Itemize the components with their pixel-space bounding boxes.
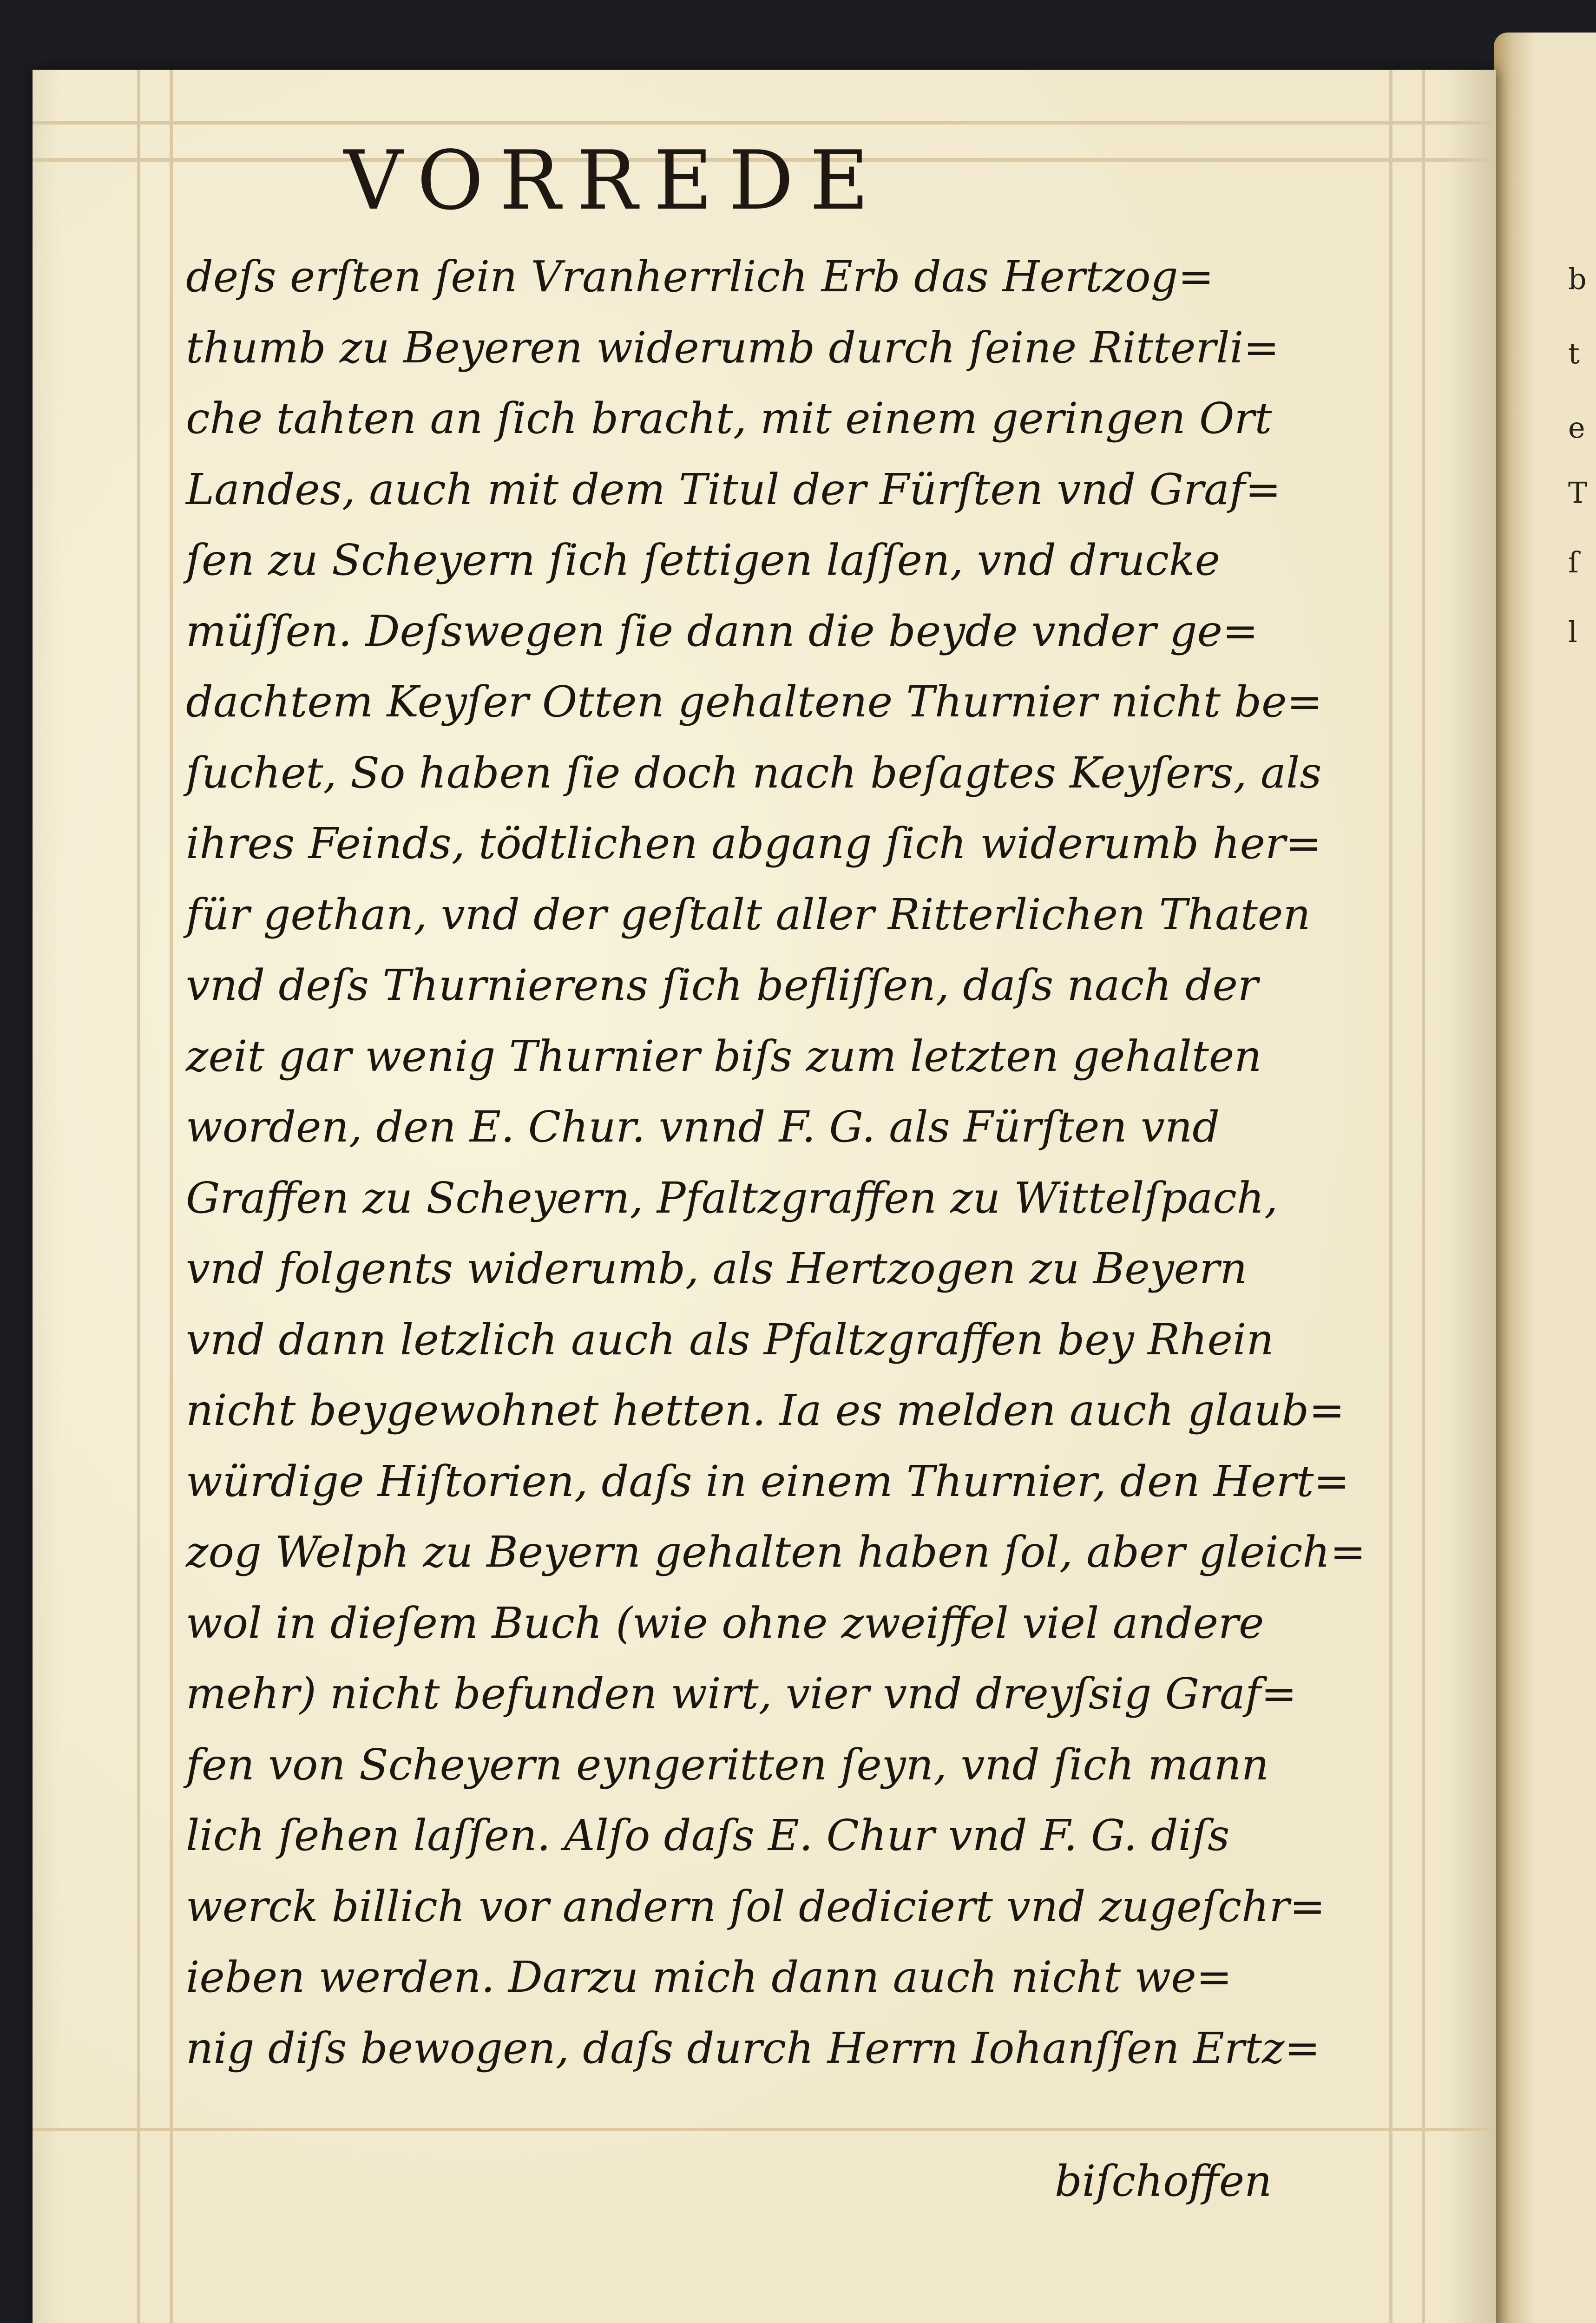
facing-page-edge [1494, 33, 1596, 2323]
text-line: wol in dieſem Buch (wie ohne zweiffel viel andere [186, 1598, 1264, 1648]
text-line: nig diſs bewogen, daſs durch Herrn Iohanſſen Ertz= [186, 2023, 1320, 2073]
facing-page-fragment: ſ [1568, 545, 1579, 579]
text-line: che tahten an ſich bracht, mit einem geringen Ort [186, 394, 1272, 443]
text-line: werck billich vor andern ſol dediciert vnd zugeſchr= [186, 1881, 1326, 1931]
facing-page-fragment: b [1568, 262, 1587, 296]
ruling-line [170, 70, 173, 2323]
text-line: würdige Hiſtorien, daſs in einem Thurnier, den Hert= [186, 1456, 1350, 1506]
ruling-line [1422, 70, 1425, 2323]
text-line: worden, den E. Chur. vnnd F. G. als Fürſten vnd [186, 1102, 1220, 1152]
facing-page-fragment: t [1568, 336, 1580, 370]
ruling-line [33, 121, 1496, 125]
facing-page-fragment: l [1568, 615, 1577, 649]
text-line: mehr) nicht befunden wirt, vier vnd dreyſsig Graf= [186, 1669, 1297, 1719]
text-line: zog Welph zu Beyern gehalten haben ſol, aber gleich= [186, 1527, 1366, 1577]
ruling-line [1389, 70, 1392, 2323]
text-line: zeit gar wenig Thurnier biſs zum letzten gehalten [186, 1031, 1262, 1081]
text-line: ihres Feinds, tödtlichen abgang ſich widerumb her= [186, 819, 1322, 868]
catchword: biſchoffen [1055, 2156, 1272, 2206]
text-line: vnd deſs Thurnierens ſich befliſſen, daſs nach der [186, 960, 1258, 1010]
facing-page-fragment: T [1568, 476, 1588, 510]
text-line: dachtem Keyſer Otten gehaltene Thurnier nicht be= [186, 677, 1323, 727]
text-line: vnd dann letzlich auch als Pfaltzgraffen bey Rhein [186, 1314, 1274, 1365]
ruling-line [137, 70, 140, 2323]
text-line: ieben werden. Darzu mich dann auch nicht we= [186, 1952, 1232, 2002]
text-line: ſuchet, So haben ſie doch nach beſagtes Keyſers, als [186, 748, 1322, 798]
text-line: thumb zu Beyeren widerumb durch ſeine Ritterli= [186, 322, 1280, 373]
text-line: vnd folgents widerumb, als Hertzogen zu Beyern [186, 1244, 1248, 1293]
text-line: müſſen. Deſswegen ſie dann die beyde vnder ge= [186, 606, 1259, 656]
text-line: für gethan, vnd der geſtalt aller Ritterlichen Thaten [186, 889, 1311, 939]
text-line: nicht beygewohnet hetten. Ia es melden auch glaub= [186, 1385, 1345, 1435]
ruling-line [33, 2128, 1496, 2131]
text-line: deſs erſten ſein Vranherrlich Erb das Hertzog= [186, 252, 1214, 302]
text-line: fen von Scheyern eyngeritten ſeyn, vnd ſich mann [186, 1739, 1269, 1790]
text-line: Graffen zu Scheyern, Pfaltzgraffen zu Wittelſpach, [186, 1173, 1278, 1223]
facing-page-fragment: e [1568, 411, 1585, 445]
text-line: lich ſehen laſſen. Alſo daſs E. Chur vnd F. G. diſs [186, 1811, 1230, 1860]
page-title: VORREDE [344, 134, 885, 228]
manuscript-text [186, 242, 1375, 2084]
text-line: ſen zu Scheyern ſich ſettigen laſſen, vnd drucke [186, 535, 1221, 585]
text-line: Landes, auch mit dem Titul der Fürſten vnd Graf= [186, 464, 1281, 514]
